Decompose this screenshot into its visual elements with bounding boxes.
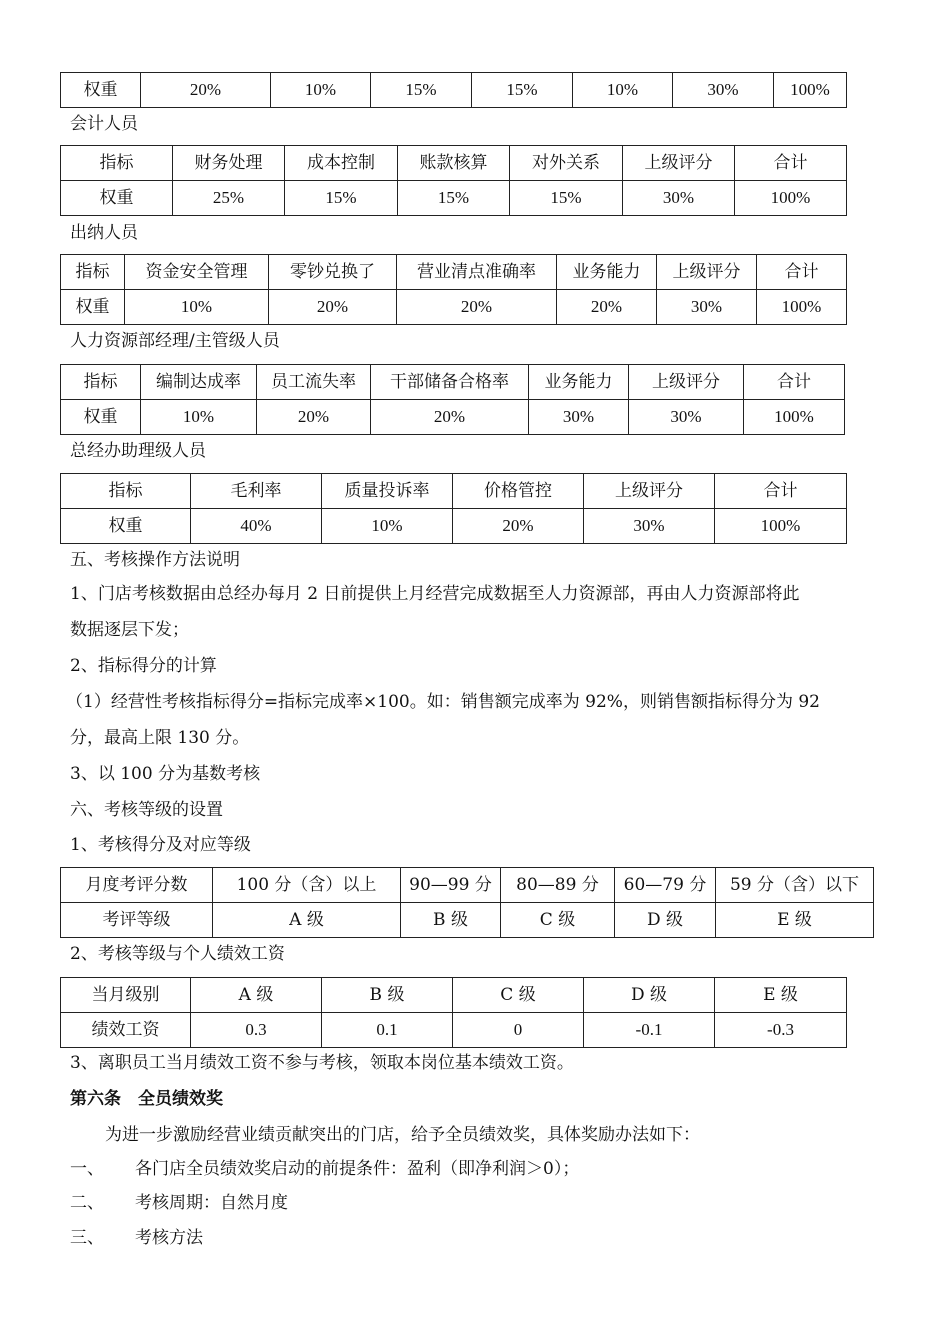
table-header-cell: 59 分（含）以下 <box>716 868 874 903</box>
table-header-cell: 上级评分 <box>584 474 715 509</box>
table-row <box>61 73 847 108</box>
list-item: 各门店全员绩效奖启动的前提条件：盈利（即净利润＞0）； <box>135 1159 580 1179</box>
hr-weight-table <box>60 364 845 435</box>
table-header-cell: 指标 <box>61 255 125 290</box>
table-cell: 30% <box>623 181 735 216</box>
table-cell: 0 <box>453 1013 584 1048</box>
weight-table-continued <box>60 72 847 108</box>
table-row <box>61 290 847 325</box>
paragraph: 2、考核等级与个人绩效工资 <box>70 944 285 964</box>
pay-table <box>60 977 847 1048</box>
table-header-cell: 上级评分 <box>629 365 744 400</box>
table-header-cell: E 级 <box>715 978 847 1013</box>
table-header-cell: 80—89 分 <box>501 868 615 903</box>
table-header-row <box>61 474 847 509</box>
table-header-cell: 合计 <box>744 365 845 400</box>
table-cell: 20% <box>269 290 397 325</box>
table-cell: 10% <box>125 290 269 325</box>
gm-assistant-weight-table <box>60 473 847 544</box>
table-header-cell: 成本控制 <box>285 146 398 181</box>
table-cell: 30% <box>529 400 629 435</box>
table-header-cell: 干部储备合格率 <box>371 365 529 400</box>
table-cell: 0.3 <box>191 1013 322 1048</box>
table-row <box>61 903 874 938</box>
table-header-cell: 合计 <box>715 474 847 509</box>
table-header-cell: 上级评分 <box>623 146 735 181</box>
table-header-cell: C 级 <box>453 978 584 1013</box>
section-label-hr: 人力资源部经理/主管级人员 <box>70 331 280 351</box>
table-cell: 10% <box>141 400 257 435</box>
table-row <box>61 400 845 435</box>
table-header-row <box>61 146 847 181</box>
table-cell: 10% <box>573 73 673 108</box>
table-cell: 20% <box>141 73 271 108</box>
table-cell: 10% <box>322 509 453 544</box>
paragraph: （1）经营性考核指标得分=指标完成率×100。如：销售额完成率为 92%，则销售额指标得分为 92 <box>66 692 820 712</box>
list-item: 考核周期：自然月度 <box>135 1193 288 1213</box>
table-cell: 100% <box>774 73 847 108</box>
paragraph: 1、考核得分及对应等级 <box>70 835 251 855</box>
table-header-cell: 90—99 分 <box>401 868 501 903</box>
paragraph: 分，最高上限 130 分。 <box>70 728 250 748</box>
table-header-cell: 业务能力 <box>529 365 629 400</box>
paragraph: 数据逐层下发； <box>70 620 189 640</box>
table-cell: 15% <box>285 181 398 216</box>
table-cell: 100% <box>735 181 847 216</box>
table-cell: 30% <box>584 509 715 544</box>
table-cell: D 级 <box>615 903 716 938</box>
table-header-row <box>61 978 847 1013</box>
table-cell: 15% <box>398 181 510 216</box>
table-header-cell: 业务能力 <box>557 255 657 290</box>
table-header-cell: 资金安全管理 <box>125 255 269 290</box>
table-row <box>61 181 847 216</box>
table-row <box>61 509 847 544</box>
table-cell: 20% <box>557 290 657 325</box>
article-6-title: 第六条 全员绩效奖 <box>70 1089 223 1109</box>
table-cell: 10% <box>271 73 371 108</box>
table-cell: 30% <box>657 290 757 325</box>
table-header-cell: 上级评分 <box>657 255 757 290</box>
section-6-heading: 六、考核等级的设置 <box>70 800 223 820</box>
table-cell: 绩效工资 <box>61 1013 191 1048</box>
table-cell: 15% <box>472 73 573 108</box>
cashier-weight-table <box>60 254 847 325</box>
section-label-gm-assistant: 总经办助理级人员 <box>70 441 206 461</box>
table-cell: 30% <box>629 400 744 435</box>
table-header-cell: 指标 <box>61 365 141 400</box>
table-header-cell: 零钞兑换了 <box>269 255 397 290</box>
section-label-accountant: 会计人员 <box>70 114 138 134</box>
table-cell: 20% <box>371 400 529 435</box>
table-header-cell: 月度考评分数 <box>61 868 213 903</box>
table-header-cell: 合计 <box>757 255 847 290</box>
paragraph: 3、以 100 分为基数考核 <box>70 764 261 784</box>
table-header-cell: 营业清点准确率 <box>397 255 557 290</box>
table-header-cell: 账款核算 <box>398 146 510 181</box>
table-row <box>61 1013 847 1048</box>
table-cell: 100% <box>757 290 847 325</box>
paragraph: 3、离职员工当月绩效工资不参与考核，领取本岗位基本绩效工资。 <box>70 1053 574 1073</box>
table-cell: -0.3 <box>715 1013 847 1048</box>
table-header-cell: D 级 <box>584 978 715 1013</box>
section-label-cashier: 出纳人员 <box>70 223 138 243</box>
table-cell: 15% <box>371 73 472 108</box>
table-cell: 30% <box>673 73 774 108</box>
table-cell: 权重 <box>61 400 141 435</box>
table-header-cell: 财务处理 <box>173 146 285 181</box>
table-cell: 权重 <box>61 290 125 325</box>
table-header-cell: 指标 <box>61 146 173 181</box>
section-5-heading: 五、考核操作方法说明 <box>70 550 240 570</box>
table-cell: A 级 <box>213 903 401 938</box>
table-cell: 20% <box>257 400 371 435</box>
table-cell: 100% <box>744 400 845 435</box>
table-cell: 20% <box>453 509 584 544</box>
table-cell: 100% <box>715 509 847 544</box>
list-item-number: 三、 <box>70 1228 104 1248</box>
paragraph: 2、指标得分的计算 <box>70 656 217 676</box>
table-header-cell: 员工流失率 <box>257 365 371 400</box>
table-header-cell: 60—79 分 <box>615 868 716 903</box>
table-cell: -0.1 <box>584 1013 715 1048</box>
table-cell: B 级 <box>401 903 501 938</box>
table-header-cell: A 级 <box>191 978 322 1013</box>
paragraph: 1、门店考核数据由总经办每月 2 日前提供上月经营完成数据至人力资源部，再由人力资源部将此 <box>70 584 800 604</box>
table-header-cell: 100 分（含）以上 <box>213 868 401 903</box>
table-cell: 考评等级 <box>61 903 213 938</box>
table-header-row <box>61 868 874 903</box>
table-header-cell: 对外关系 <box>510 146 623 181</box>
table-cell: 权重 <box>61 509 191 544</box>
list-item: 考核方法 <box>135 1228 203 1248</box>
table-header-cell: 质量投诉率 <box>322 474 453 509</box>
accountant-weight-table <box>60 145 847 216</box>
table-header-cell: B 级 <box>322 978 453 1013</box>
list-item-number: 一、 <box>70 1159 104 1179</box>
table-cell: 0.1 <box>322 1013 453 1048</box>
table-cell: 权重 <box>61 181 173 216</box>
table-cell: 40% <box>191 509 322 544</box>
list-item-number: 二、 <box>70 1193 104 1213</box>
table-cell: 20% <box>397 290 557 325</box>
table-header-row <box>61 365 845 400</box>
table-header-cell: 当月级别 <box>61 978 191 1013</box>
table-header-cell: 价格管控 <box>453 474 584 509</box>
table-cell: 25% <box>173 181 285 216</box>
table-header-cell: 指标 <box>61 474 191 509</box>
table-cell: E 级 <box>716 903 874 938</box>
paragraph: 为进一步激励经营业绩贡献突出的门店，给予全员绩效奖，具体奖励办法如下： <box>105 1125 700 1145</box>
table-cell: 权重 <box>61 73 141 108</box>
grade-table <box>60 867 874 938</box>
table-cell: C 级 <box>501 903 615 938</box>
table-cell: 15% <box>510 181 623 216</box>
table-header-cell: 毛利率 <box>191 474 322 509</box>
table-header-cell: 编制达成率 <box>141 365 257 400</box>
table-header-cell: 合计 <box>735 146 847 181</box>
table-header-row <box>61 255 847 290</box>
